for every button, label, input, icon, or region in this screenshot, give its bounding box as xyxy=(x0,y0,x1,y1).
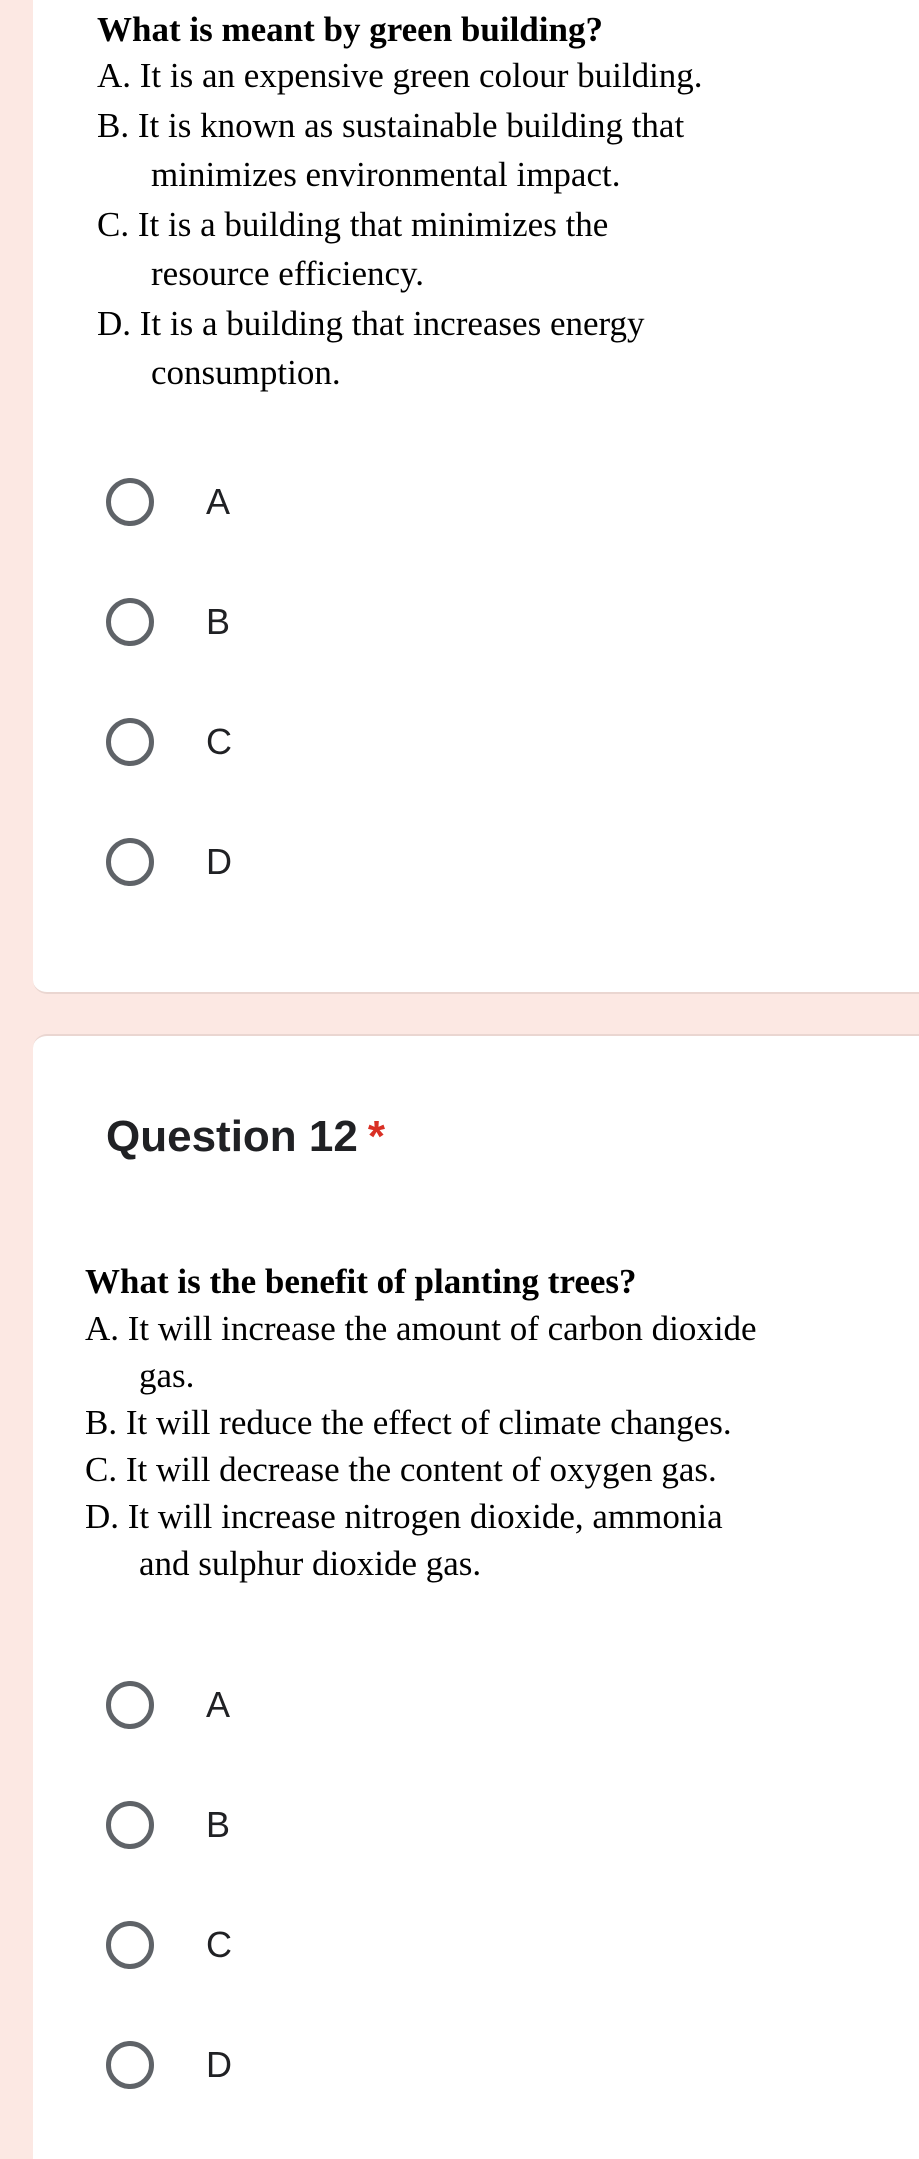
question-title-text: Question 12 xyxy=(106,1112,358,1161)
radio-button[interactable] xyxy=(106,478,154,526)
radio-label: A xyxy=(206,481,231,522)
radio-button[interactable] xyxy=(106,2041,154,2089)
radio-button[interactable] xyxy=(106,598,154,646)
question-12-option-text: B. It will reduce the effect of climate changes. xyxy=(85,1403,732,1442)
question-11-option-text xyxy=(97,200,703,299)
question-12-option-text xyxy=(85,1493,757,1587)
question-12-prompt: What is the benefit of planting trees? xyxy=(85,1262,637,1301)
radio-button[interactable] xyxy=(106,718,154,766)
question-12-option-text: C. It will decrease the content of oxygen gas. xyxy=(85,1450,717,1489)
question-12-radio-group xyxy=(106,1675,232,2155)
radio-label: B xyxy=(206,1804,231,1845)
radio-option-c[interactable] xyxy=(106,1915,232,1975)
question-11-option-text xyxy=(97,101,703,200)
question-11-option-text xyxy=(97,299,703,398)
radio-label: B xyxy=(206,601,231,642)
radio-label: D xyxy=(206,841,232,882)
radio-option-d[interactable] xyxy=(106,2035,232,2095)
option-text: C. It is a building that minimizes the resource efficiency. xyxy=(97,204,609,293)
question-12-option-list xyxy=(85,1305,757,1587)
radio-option-b[interactable] xyxy=(106,1795,232,1855)
radio-label: C xyxy=(206,1924,232,1965)
radio-label: C xyxy=(206,721,232,762)
option-text: D. It is a building that increases energy consumption. xyxy=(97,303,645,392)
radio-label: D xyxy=(206,2044,232,2085)
radio-option-a[interactable] xyxy=(106,1675,232,1735)
question-12-title xyxy=(106,1112,385,1162)
radio-button[interactable] xyxy=(106,1801,154,1849)
option-text: D. It will increase nitrogen dioxide, ammonia and sulphur dioxide gas. xyxy=(85,1497,723,1583)
radio-option-c[interactable] xyxy=(106,712,232,772)
required-marker: * xyxy=(367,1112,385,1161)
question-12-option-text xyxy=(85,1305,757,1399)
option-text: B. It is known as sustainable building that minimizes environmental impact. xyxy=(97,105,685,194)
option-text: A. It will increase the amount of carbon dioxide gas. xyxy=(85,1309,757,1395)
question-11-option-list xyxy=(97,51,703,398)
question-11-radio-group xyxy=(106,472,232,952)
radio-button[interactable] xyxy=(106,1681,154,1729)
radio-button[interactable] xyxy=(106,838,154,886)
question-12-image xyxy=(85,1262,757,1587)
radio-option-d[interactable] xyxy=(106,832,232,892)
radio-option-a[interactable] xyxy=(106,472,232,532)
radio-label: A xyxy=(206,1684,231,1725)
question-11-option-text: A. It is an expensive green colour building. xyxy=(97,56,703,95)
question-11-image xyxy=(97,10,703,398)
radio-button[interactable] xyxy=(106,1921,154,1969)
radio-option-b[interactable] xyxy=(106,592,232,652)
question-11-prompt: What is meant by green building? xyxy=(97,10,603,49)
